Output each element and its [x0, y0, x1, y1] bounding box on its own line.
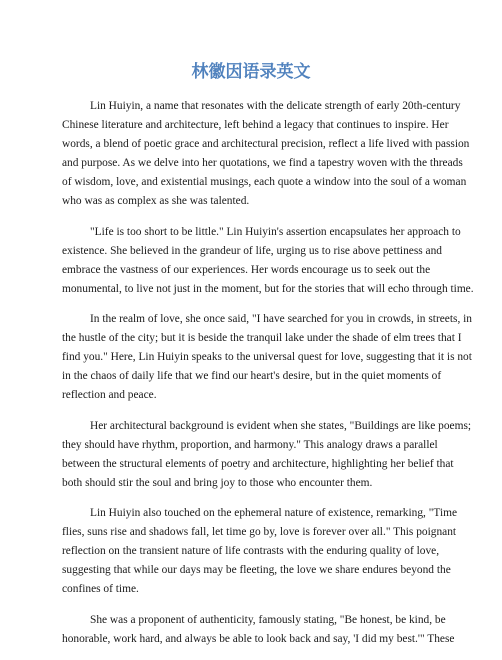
text-line: monumental, to live not just in the moment, but for the stories that will echo through time. [62, 282, 474, 295]
text-line: both should stir the soul and bring joy to those who encounter them. [62, 476, 373, 489]
document-title: 林徽因语录英文 [191, 62, 311, 82]
paragraph [62, 97, 470, 211]
text-line: reflection on the transient nature of life contrasts with the enduring quality of love, [62, 545, 440, 557]
text-line: of wisdom, love, and existential musings, each quote a window into the soul of a woman [62, 176, 467, 188]
text-line: they should have rhythm, proportion, and harmony." This analogy draws a parallel [62, 438, 438, 451]
text-line: in the chaos of daily life that we find our heart's desire, but in the quiet moments of [62, 370, 442, 382]
text-line: between the structural elements of poetry and architecture, highlighting her belief that [62, 457, 454, 470]
text-line: She was a proponent of authenticity, famously stating, "Be honest, be kind, be [90, 613, 446, 626]
text-line: Lin Huiyin also touched on the ephemeral nature of existence, remarking, "Time [90, 507, 458, 519]
text-line: find you." Here, Lin Huiyin speaks to the universal quest for love, suggesting that it is not [62, 351, 472, 363]
text-line: who was as complex as she was talented. [62, 195, 250, 207]
paragraph [62, 611, 455, 649]
text-line: In the realm of love, she once said, "I have searched for you in crowds, in streets, in [90, 313, 472, 325]
text-line: Lin Huiyin, a name that resonates with the delicate strength of early 20th-century [90, 100, 461, 112]
text-line: the hustle of the city; but it is beside the tranquil lake under the shade of elm trees that I [62, 332, 462, 344]
document-body [62, 97, 474, 660]
text-line: and purpose. As we delve into her quotations, we find a tapestry woven with the threads [62, 157, 463, 169]
text-line: flies, suns rise and shadows fall, let time go by, love is forever over all." This poignant [62, 526, 457, 538]
text-line: reflection and peace. [62, 389, 157, 401]
paragraph [62, 417, 472, 493]
text-line: existence. She believed in the grandeur of life, urging us to rise above pettiness and [62, 244, 443, 257]
paragraph [62, 310, 472, 405]
text-line: Chinese literature and architecture, left behind a legacy that continues to inspire. Her [62, 119, 449, 131]
text-line: confines of time. [62, 583, 139, 595]
text-line: words, a blend of poetic grace and architectural precision, reflect a life lived with passion [62, 138, 470, 150]
text-line: Her architectural background is evident when she states, "Buildings are like poems; [90, 419, 472, 432]
text-line: embrace the vastness of our experiences. Her words encourage us to seek out the [62, 263, 431, 276]
paragraph [62, 504, 458, 599]
text-line: "Life is too short to be little." Lin Huiyin's assertion encapsulates her approach to [90, 225, 461, 238]
text-line: honorable, work hard, and always be able to look back and say, 'I did my best.'" These [62, 632, 455, 645]
paragraph [62, 223, 474, 299]
text-line: suggesting that while our days may be fleeting, the love we share endures beyond the [62, 564, 451, 576]
